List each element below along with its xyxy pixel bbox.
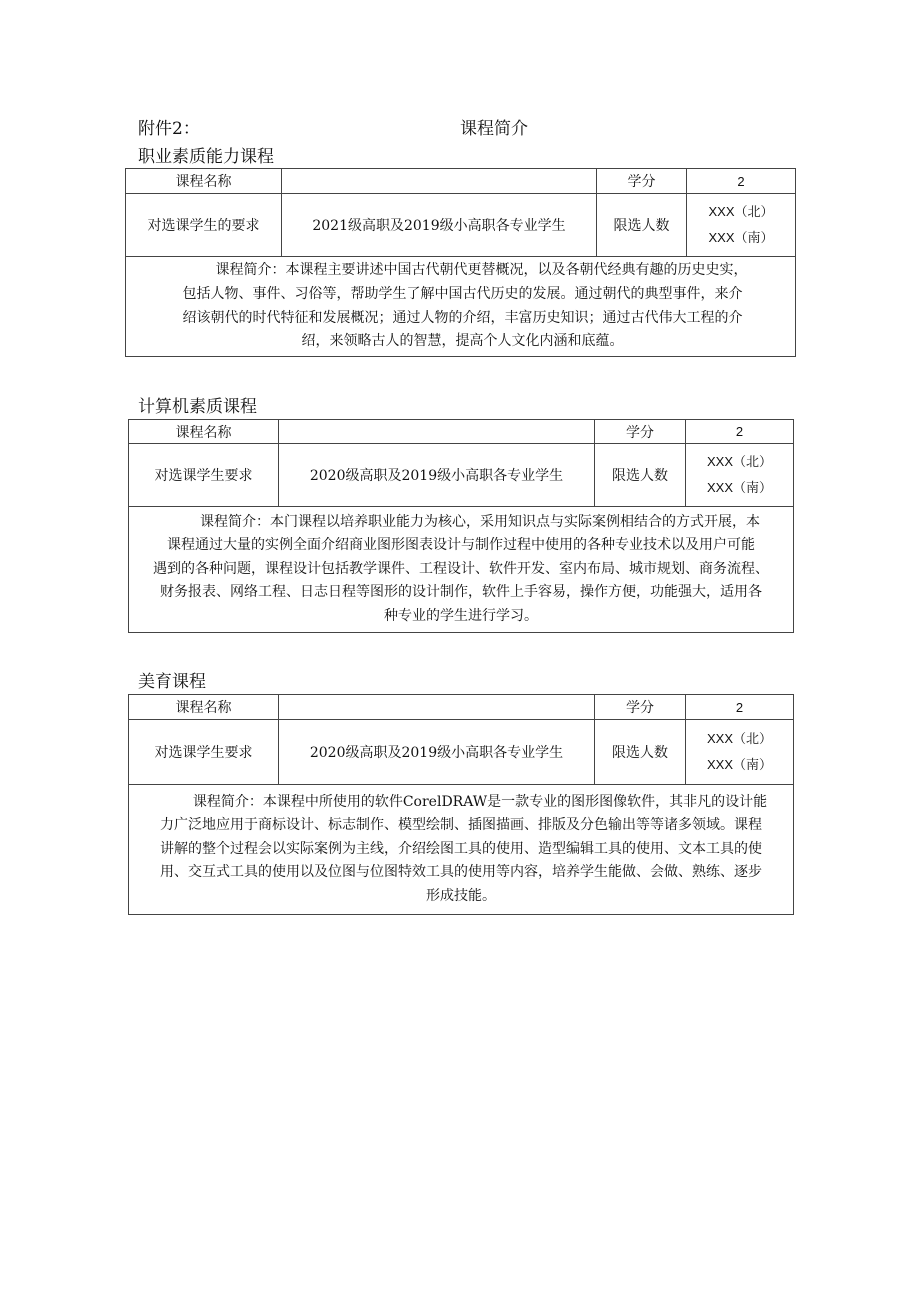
intro-line: 本课程主要讲述中国古代朝代更替概况，以及各朝代经典有趣的历史史实， — [285, 262, 748, 279]
teacher-list — [686, 720, 794, 785]
teacher-north: XXX（北） — [708, 204, 774, 219]
limit-label: 限选人数 — [595, 720, 686, 785]
intro-line: 用、交互式工具的使用以及位图与位图特效工具的使用等内容，培养学生能做、会做、熟练、逐步 — [160, 864, 762, 881]
teacher-south: XXX（南） — [708, 230, 774, 245]
course-table-computer — [128, 419, 794, 633]
limit-label: 限选人数 — [595, 444, 686, 507]
course-name-value — [279, 695, 595, 720]
credit-label: 学分 — [595, 420, 686, 444]
annex-label: 附件2： — [138, 119, 200, 139]
intro-line: 绍该朝代的时代特征和发展概况；通过人物的介绍，丰富历史知识；通过古代伟大工程的介 — [182, 309, 743, 326]
course-name-value — [279, 420, 595, 444]
intro-line: 包括人物、事件、习俗等，帮助学生了解中国古代历史的发展。通过朝代的典型事件，来介 — [182, 285, 743, 302]
teacher-list — [686, 444, 794, 507]
intro-line: 力广泛地应用于商标设计、标志制作、模型绘制、插图描画、排版及分色输出等等诸多领域。课程 — [160, 817, 762, 834]
course-name-label: 课程名称 — [129, 420, 279, 444]
credit-value: 2 — [686, 420, 794, 444]
page-header — [138, 114, 798, 140]
intro-line: 绍，来领略古人的智慧，提高个人文化内涵和底蕴。 — [301, 333, 624, 350]
intro-line: 形成技能。 — [426, 887, 496, 904]
teacher-north: XXX（北） — [706, 454, 772, 469]
course-table-vocational — [125, 168, 796, 357]
teacher-list — [687, 194, 796, 257]
course-name-label: 课程名称 — [129, 695, 279, 720]
course-table-aesthetic — [128, 694, 794, 915]
intro-line: 财务报表、网络工程、日志日程等图形的设计制作，软件上手容易，操作方便，功能强大，适用各 — [160, 584, 762, 601]
credit-value: 2 — [687, 169, 796, 194]
credit-label: 学分 — [597, 169, 687, 194]
intro-prefix: 课程简介： — [215, 262, 286, 279]
intro-line: 种专业的学生进行学习。 — [384, 607, 538, 624]
intro-line: 课程通过大量的实例全面介绍商业图形图表设计与制作过程中使用的各种专业技术以及用户可能 — [167, 537, 755, 554]
requirement-value: 2020级高职及2019级小高职各专业学生 — [279, 444, 595, 507]
teacher-south: XXX（南） — [706, 757, 772, 772]
requirement-value: 2021级高职及2019级小高职各专业学生 — [282, 194, 597, 257]
credit-label: 学分 — [595, 695, 686, 720]
section-title-aesthetic: 美育课程 — [138, 672, 206, 692]
course-intro — [129, 507, 794, 633]
intro-line: 本课程中所使用的软件CorelDRAW是一款专业的图形图像软件，其非凡的设计能 — [262, 793, 768, 810]
credit-value: 2 — [686, 695, 794, 720]
requirement-label: 对选课学生的要求 — [126, 194, 282, 257]
course-name-value — [282, 169, 597, 194]
requirement-label: 对选课学生要求 — [129, 720, 279, 785]
course-intro — [129, 785, 794, 915]
intro-prefix: 课程简介： — [192, 793, 263, 810]
intro-line: 本门课程以培养职业能力为核心，采用知识点与实际案例相结合的方式开展，本 — [270, 513, 760, 530]
intro-line: 讲解的整个过程会以实际案例为主线，介绍绘图工具的使用、造型编辑工具的使用、文本工具的使 — [160, 840, 762, 857]
requirement-label: 对选课学生要求 — [129, 444, 279, 507]
intro-prefix: 课程简介： — [200, 513, 270, 530]
teacher-north: XXX（北） — [706, 731, 772, 746]
limit-label: 限选人数 — [597, 194, 687, 257]
course-intro — [126, 257, 796, 357]
section-title-vocational: 职业素质能力课程 — [138, 147, 274, 167]
intro-line: 遇到的各种问题，课程设计包括教学课件、工程设计、软件开发、室内布局、城市规划、商务流程、 — [153, 560, 769, 577]
section-title-computer: 计算机素质课程 — [138, 397, 257, 417]
page-title: 课程简介 — [460, 119, 528, 139]
requirement-value: 2020级高职及2019级小高职各专业学生 — [279, 720, 595, 785]
course-name-label: 课程名称 — [126, 169, 282, 194]
teacher-south: XXX（南） — [706, 480, 772, 495]
